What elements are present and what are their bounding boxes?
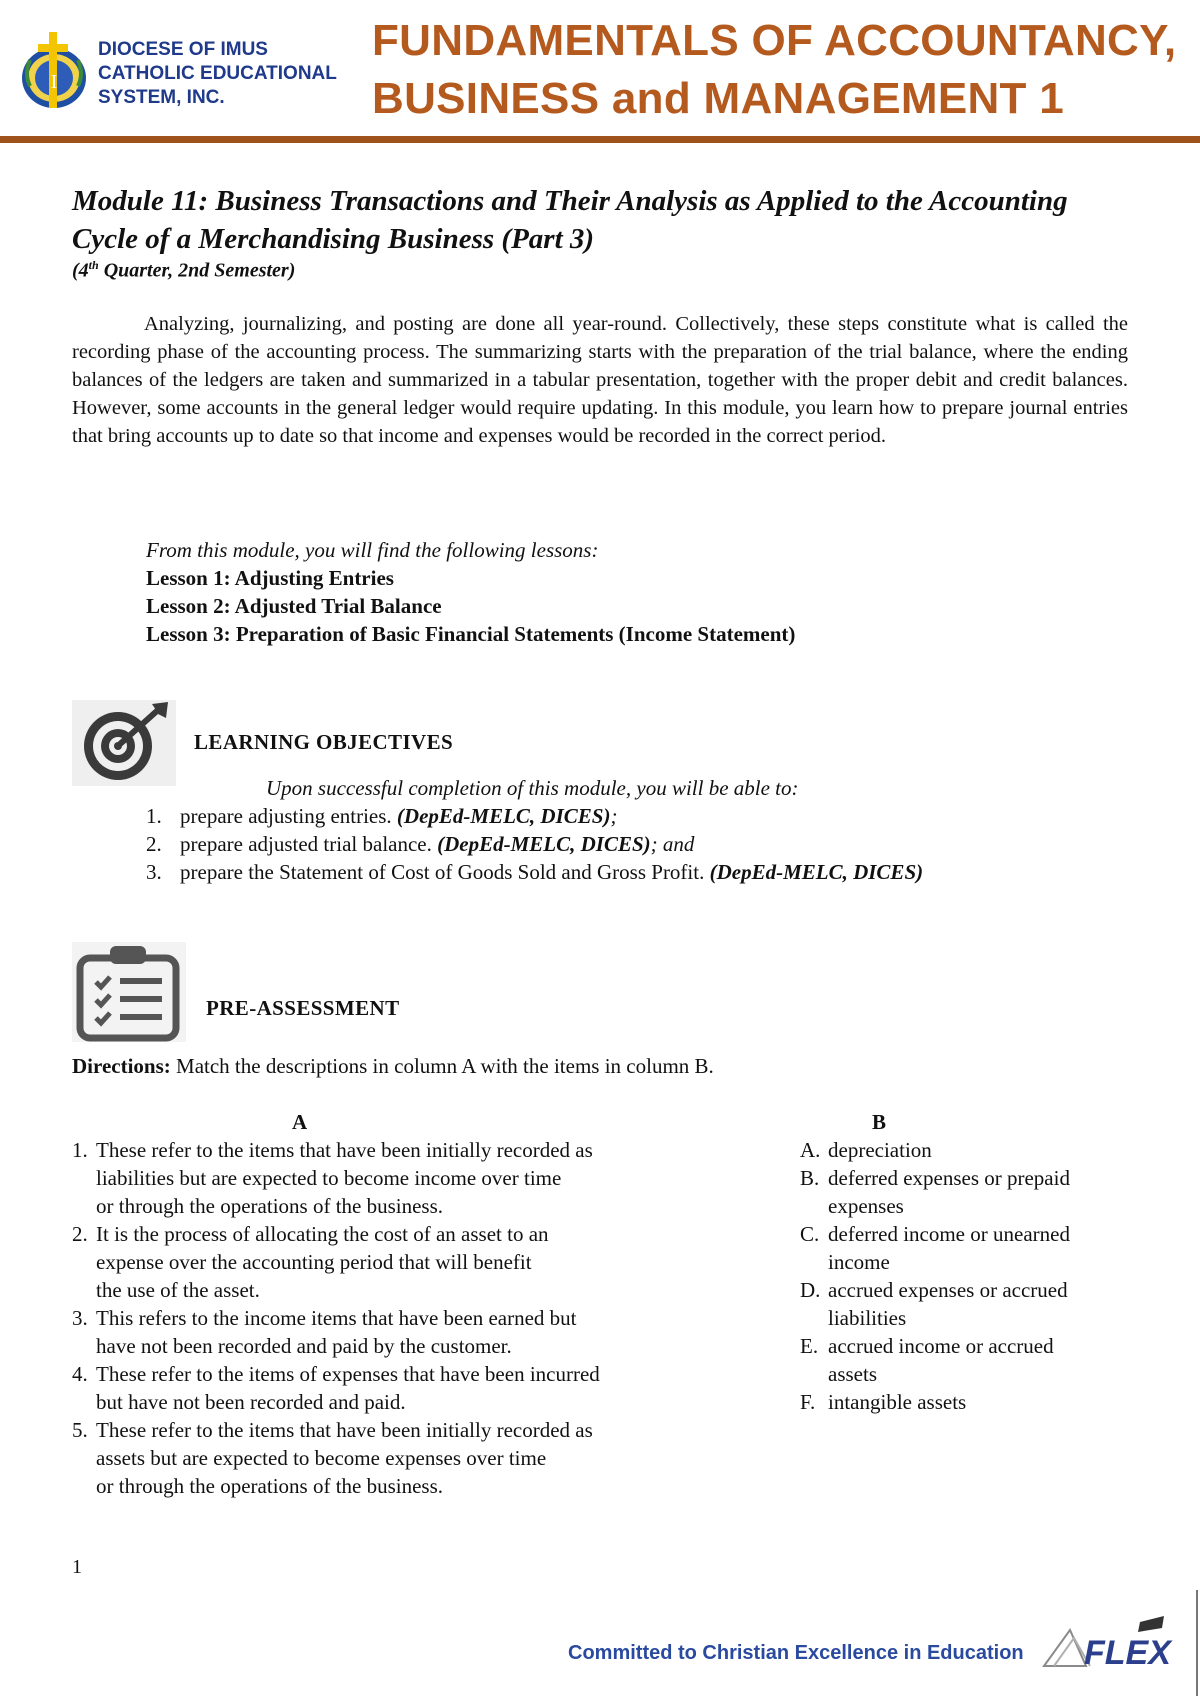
footer-tagline: Committed to Christian Excellence in Education — [568, 1642, 1024, 1664]
org-line-3: SYSTEM, INC. — [98, 87, 225, 108]
column-b-list — [800, 1136, 1130, 1416]
quarter-sup: th — [88, 258, 99, 272]
quarter-prefix: (4 — [72, 259, 89, 282]
column-a-item — [72, 1136, 712, 1220]
column-a-header: A — [292, 1110, 308, 1134]
lessons-lead: From this module, you will find the following lessons: — [146, 538, 599, 562]
module-title: Module 11: Business Transactions and Their Analysis as Applied to the Accounting Cycle of a Merchandising Business (Part 3) — [72, 185, 1068, 255]
column-b-item — [800, 1332, 1130, 1388]
column-a-item — [72, 1304, 712, 1360]
item-number: 4. — [72, 1362, 88, 1386]
column-b-header: B — [872, 1110, 887, 1134]
page-edge-line — [1196, 1590, 1198, 1696]
item-line: deferred expenses or prepaid — [828, 1166, 1070, 1190]
objective-item — [146, 858, 923, 886]
org-line-1: DIOCESE OF IMUS — [98, 39, 268, 60]
directions — [72, 1054, 714, 1079]
column-b-item — [800, 1136, 1130, 1164]
item-line: These refer to the items of expenses that have been incurred — [96, 1362, 600, 1386]
pre-assessment-heading: PRE-ASSESSMENT — [206, 996, 400, 1020]
course-title — [372, 12, 1176, 128]
item-line: or through the operations of the business. — [96, 1194, 444, 1218]
objective-item — [146, 802, 923, 830]
lesson-item: Lesson 1: Adjusting Entries — [146, 566, 394, 590]
objective-item — [146, 830, 923, 858]
page-number: 1 — [72, 1556, 82, 1578]
objective-number: 2. — [146, 832, 162, 856]
module-quarter — [72, 258, 295, 283]
item-line: the use of the asset. — [96, 1278, 260, 1302]
item-letter: F. — [800, 1390, 816, 1414]
course-title-line-2: BUSINESS and MANAGEMENT 1 — [372, 74, 1065, 123]
objective-tail: ; — [610, 804, 618, 828]
item-line: deferred income or unearned — [828, 1222, 1070, 1246]
objective-number: 1. — [146, 804, 162, 828]
item-letter: D. — [800, 1278, 821, 1302]
item-line: depreciation — [828, 1138, 932, 1162]
item-line: have not been recorded and paid by the customer. — [96, 1334, 512, 1358]
item-line: This refers to the income items that have been earned but — [96, 1306, 577, 1330]
directions-text: Match the descriptions in column A with the items in column B. — [170, 1054, 714, 1078]
course-title-line-1: FUNDAMENTALS OF ACCOUNTANCY, — [372, 16, 1177, 65]
objective-citation: (DepEd-MELC, DICES) — [396, 804, 611, 828]
item-line: expenses — [828, 1194, 904, 1218]
item-line: income — [828, 1250, 890, 1274]
header-divider — [0, 136, 1200, 143]
objective-text: prepare adjusted trial balance. — [180, 832, 438, 856]
item-number: 3. — [72, 1306, 88, 1330]
item-letter: B. — [800, 1166, 820, 1190]
objective-number: 3. — [146, 860, 162, 884]
objectives-lead: Upon successful completion of this module, you will be able to: — [266, 776, 799, 800]
item-line: expense over the accounting period that will benefit — [96, 1250, 532, 1274]
objectives-list — [146, 802, 923, 886]
item-line: It is the process of allocating the cost of an asset to an — [96, 1222, 549, 1246]
item-line: liabilities but are expected to become income over time — [96, 1166, 562, 1190]
item-number: 1. — [72, 1138, 88, 1162]
item-line: intangible assets — [828, 1390, 967, 1414]
item-letter: C. — [800, 1222, 820, 1246]
lesson-item: Lesson 2: Adjusted Trial Balance — [146, 594, 442, 618]
diocese-seal-logo — [18, 30, 90, 112]
column-a-item — [72, 1360, 712, 1416]
objective-tail: ; and — [650, 832, 695, 856]
item-line: accrued income or accrued — [828, 1334, 1054, 1358]
item-line: These refer to the items that have been initially recorded as — [96, 1138, 593, 1162]
flex-logo — [1040, 1616, 1180, 1674]
column-a-item — [72, 1220, 712, 1304]
column-a-list — [72, 1136, 712, 1500]
lesson-item: Lesson 3: Preparation of Basic Financial Statements (Income Statement) — [146, 622, 796, 646]
item-line: accrued expenses or accrued — [828, 1278, 1068, 1302]
objective-citation: (DepEd-MELC, DICES) — [437, 832, 651, 856]
item-letter: E. — [800, 1334, 819, 1358]
lessons-list — [146, 536, 795, 648]
item-line: or through the operations of the business. — [96, 1474, 444, 1498]
item-letter: A. — [800, 1138, 821, 1162]
target-icon — [72, 700, 176, 786]
item-number: 2. — [72, 1222, 88, 1246]
column-b-item — [800, 1164, 1130, 1220]
item-line: but have not been recorded and paid. — [96, 1390, 406, 1414]
item-line: assets — [828, 1362, 877, 1386]
objective-citation: (DepEd-MELC, DICES) — [709, 860, 924, 884]
objectives-heading: LEARNING OBJECTIVES — [194, 730, 454, 754]
item-number: 5. — [72, 1418, 88, 1442]
org-line-2: CATHOLIC EDUCATIONAL — [98, 63, 337, 84]
clipboard-checklist-icon — [72, 942, 186, 1042]
objective-text: prepare the Statement of Cost of Goods Sold and Gross Profit. — [180, 860, 710, 884]
item-line: assets but are expected to become expenses over time — [96, 1446, 547, 1470]
quarter-suffix: Quarter, 2nd Semester) — [98, 259, 296, 282]
flex-logo-text: FLEX — [1084, 1634, 1171, 1672]
column-b-item — [800, 1276, 1130, 1332]
column-a-item — [72, 1416, 712, 1500]
item-line: liabilities — [828, 1306, 907, 1330]
item-line: These refer to the items that have been initially recorded as — [96, 1418, 593, 1442]
svg-text:I: I — [50, 71, 58, 93]
column-b-item — [800, 1388, 1130, 1416]
organization-name — [98, 38, 337, 110]
objective-text: prepare adjusting entries. — [180, 804, 397, 828]
intro-paragraph: Analyzing, journalizing, and posting are done all year-round. Collectively, these steps constitute what is called the recording phase of the accounting process. The summarizing starts with the preparation of the trial balance, where the ending balances of the ledgers are taken and summarized in a tabular presentation, together with the proper debit and credit balances. However, some accounts in the general ledger would require updating. In this module, you learn how to prepare journal entries that bring accounts up to date so that income and expenses would be recorded in the correct period. — [72, 313, 1128, 447]
directions-label: Directions: — [72, 1054, 171, 1078]
column-b-item — [800, 1220, 1130, 1276]
